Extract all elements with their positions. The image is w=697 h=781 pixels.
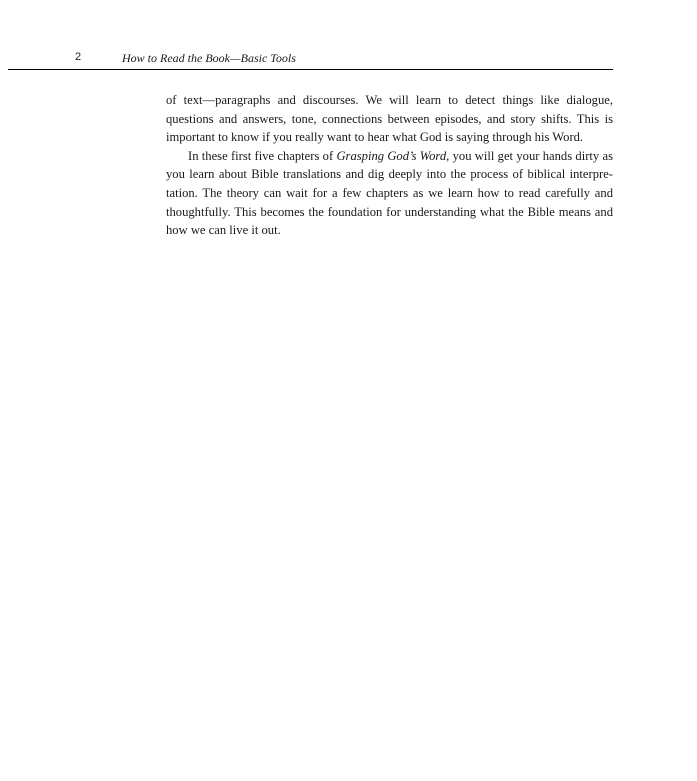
running-head: How to Read the Book—Basic Tools bbox=[122, 51, 296, 65]
paragraph-2-lead: In these first five chapters of bbox=[188, 148, 337, 163]
header-rule bbox=[8, 69, 613, 70]
paragraph-2-rest: , you will get your hands dirty as you learn about Bible translations and dig deeply into the process of biblical interpretation. The theory can wait for a few chapters as we learn how to read carefully and thoughtfully. This becomes the foundation for understanding what the Bible means and how we can live it out. bbox=[166, 148, 613, 238]
body-text bbox=[166, 91, 613, 240]
paragraph-2 bbox=[166, 147, 613, 240]
paragraph-1: of text—paragraphs and discourses. We will learn to detect things like dialogue, questions and answers, tone, connections between episodes, and story shifts. This is important to know if you really want to hear what God is saying through his Word. bbox=[166, 93, 613, 145]
book-title: Grasping God’s Word bbox=[336, 148, 447, 163]
page-number: 2 bbox=[75, 51, 82, 63]
